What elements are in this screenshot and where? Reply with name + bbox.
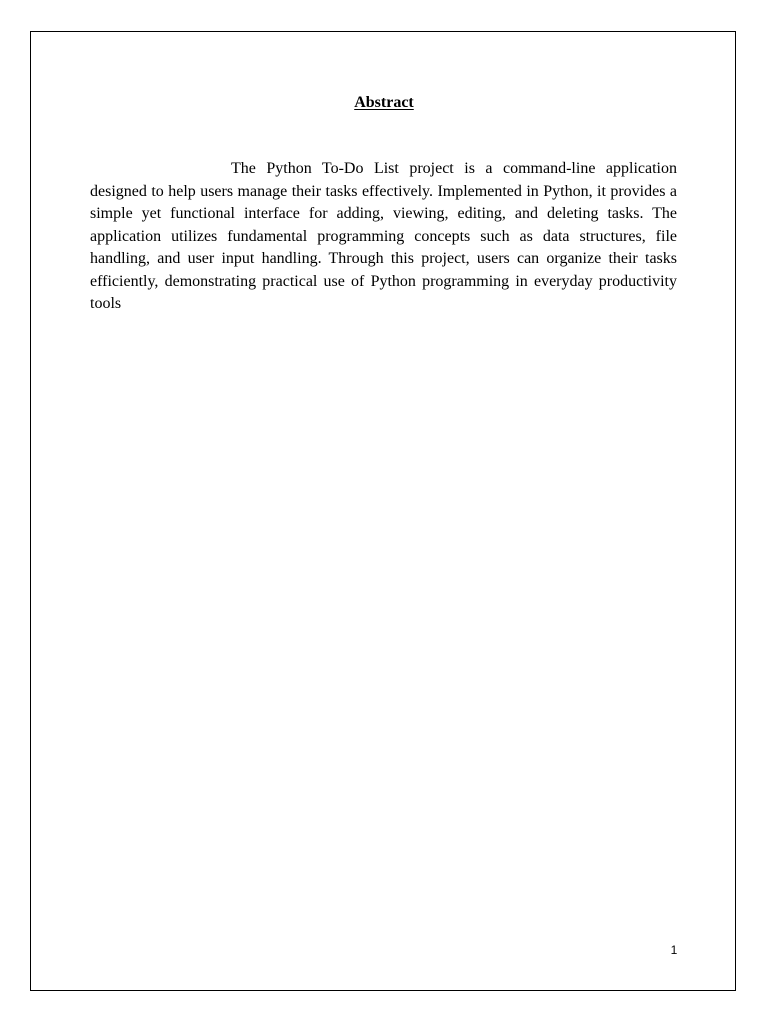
abstract-paragraph: The Python To-Do List project is a command-line application designed to help users manage their tasks effectively. Implemented in Python, it provides a simple yet functional interface for adding, viewing, editing, and deleting tasks. The application utilizes fundamental programming concepts such as data structures, file handling, and user input handling. Through this project, users can organize their tasks efficiently, demonstrating practical use of Python programming in everyday productivity tools: [90, 160, 677, 312]
page-title: Abstract: [354, 94, 414, 111]
page-number: 1: [670, 943, 678, 957]
